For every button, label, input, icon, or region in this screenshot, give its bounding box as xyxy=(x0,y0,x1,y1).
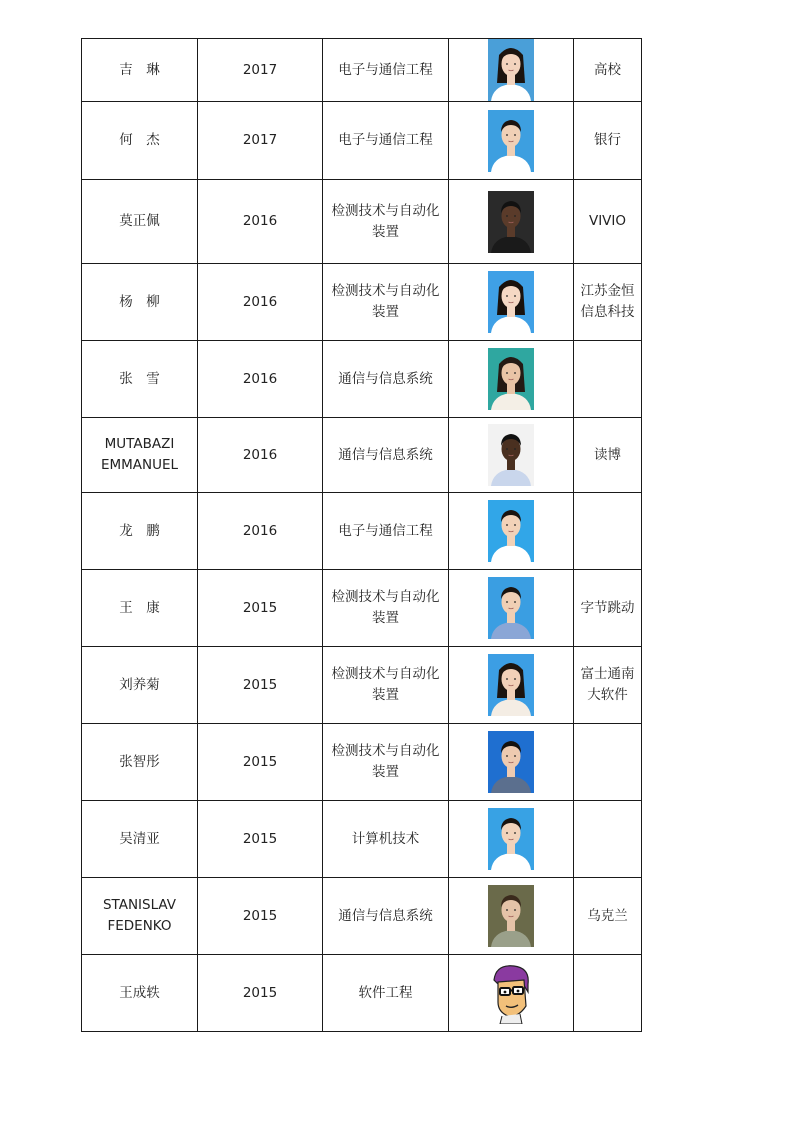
photo-cell xyxy=(449,570,574,647)
name-cell-text: STANISLAV FEDENKO xyxy=(102,897,177,934)
name-cell-text: 刘养菊 xyxy=(119,676,160,693)
year-cell-text: 2016 xyxy=(242,213,278,229)
destination-cell-text: 读博 xyxy=(594,446,621,463)
table-row xyxy=(82,647,642,724)
major-cell xyxy=(323,418,449,493)
year-cell xyxy=(198,647,323,724)
destination-cell-text: VIVIO xyxy=(588,213,627,229)
major-cell-text: 通信与信息系统 xyxy=(338,370,433,387)
major-cell xyxy=(323,39,449,102)
destination-cell xyxy=(574,39,642,102)
portrait-photo xyxy=(488,962,534,1024)
name-cell xyxy=(82,264,198,341)
name-cell-text: 何 杰 xyxy=(119,132,160,148)
major-cell-text: 电子与通信工程 xyxy=(338,522,433,539)
photo-cell xyxy=(449,418,574,493)
destination-cell-text: 高校 xyxy=(594,61,621,78)
year-cell-text: 2015 xyxy=(242,599,278,616)
major-cell xyxy=(323,878,449,955)
major-cell-text: 检测技术与自动化 装置 xyxy=(331,283,440,320)
major-cell-text: 检测技术与自动化 装置 xyxy=(331,589,440,626)
name-cell xyxy=(82,180,198,264)
year-cell xyxy=(198,341,323,418)
year-cell xyxy=(198,801,323,878)
destination-cell xyxy=(574,878,642,955)
major-cell xyxy=(323,570,449,647)
name-cell-text: 莫正佩 xyxy=(119,213,160,229)
year-cell-text: 2016 xyxy=(242,522,278,539)
destination-cell xyxy=(574,418,642,493)
year-cell-text: 2016 xyxy=(242,293,278,310)
major-cell-text: 计算机技术 xyxy=(351,830,420,847)
portrait-photo xyxy=(488,39,534,101)
major-cell xyxy=(323,341,449,418)
year-cell xyxy=(198,724,323,801)
photo-cell xyxy=(449,180,574,264)
name-cell xyxy=(82,418,198,493)
name-cell xyxy=(82,955,198,1032)
portrait-photo xyxy=(488,808,534,870)
major-cell xyxy=(323,955,449,1032)
photo-cell xyxy=(449,102,574,180)
portrait-photo xyxy=(488,577,534,639)
graduate-table xyxy=(81,38,642,1032)
photo-cell xyxy=(449,647,574,724)
destination-cell xyxy=(574,102,642,180)
name-cell-text: 杨 柳 xyxy=(119,293,160,310)
destination-cell-text: 银行 xyxy=(594,132,621,148)
table-row xyxy=(82,570,642,647)
name-cell xyxy=(82,647,198,724)
name-cell xyxy=(82,341,198,418)
destination-cell xyxy=(574,264,642,341)
major-cell xyxy=(323,801,449,878)
major-cell-text: 电子与通信工程 xyxy=(338,61,433,78)
destination-cell xyxy=(574,647,642,724)
portrait-photo xyxy=(488,271,534,333)
destination-cell-text: 富士通南 大软件 xyxy=(580,666,635,703)
table-row xyxy=(82,180,642,264)
portrait-photo xyxy=(488,731,534,793)
destination-cell xyxy=(574,570,642,647)
name-cell xyxy=(82,493,198,570)
major-cell-text: 检测技术与自动化 装置 xyxy=(331,743,440,780)
year-cell xyxy=(198,102,323,180)
name-cell xyxy=(82,878,198,955)
major-cell-text: 通信与信息系统 xyxy=(338,446,433,463)
destination-cell xyxy=(574,180,642,264)
name-cell xyxy=(82,102,198,180)
table-row xyxy=(82,955,642,1032)
major-cell-text: 电子与通信工程 xyxy=(338,132,433,148)
portrait-photo xyxy=(488,885,534,947)
year-cell xyxy=(198,570,323,647)
name-cell-text: 王 康 xyxy=(119,599,160,616)
year-cell-text: 2015 xyxy=(242,830,278,847)
destination-cell xyxy=(574,724,642,801)
table-row xyxy=(82,264,642,341)
table-row xyxy=(82,102,642,180)
destination-cell xyxy=(574,493,642,570)
destination-cell-text: 江苏金恒 信息科技 xyxy=(580,283,635,320)
photo-cell xyxy=(449,955,574,1032)
year-cell-text: 2016 xyxy=(242,446,278,463)
year-cell-text: 2016 xyxy=(242,370,278,387)
photo-cell xyxy=(449,39,574,102)
name-cell-text: 张 雪 xyxy=(119,370,160,387)
year-cell xyxy=(198,180,323,264)
major-cell-text: 检测技术与自动化 装置 xyxy=(331,202,440,240)
table-row xyxy=(82,801,642,878)
photo-cell xyxy=(449,493,574,570)
year-cell xyxy=(198,39,323,102)
name-cell-text: 张智彤 xyxy=(119,753,160,770)
major-cell xyxy=(323,724,449,801)
table-row xyxy=(82,878,642,955)
name-cell-text: MUTABAZI EMMANUEL xyxy=(100,436,179,473)
table-row xyxy=(82,341,642,418)
table-row xyxy=(82,493,642,570)
destination-cell xyxy=(574,341,642,418)
name-cell xyxy=(82,570,198,647)
name-cell xyxy=(82,724,198,801)
year-cell xyxy=(198,493,323,570)
year-cell-text: 2017 xyxy=(242,61,278,78)
table-row xyxy=(82,418,642,493)
photo-cell xyxy=(449,878,574,955)
photo-cell xyxy=(449,341,574,418)
year-cell xyxy=(198,878,323,955)
year-cell-text: 2015 xyxy=(242,753,278,770)
year-cell-text: 2015 xyxy=(242,984,278,1001)
portrait-photo xyxy=(488,191,534,253)
major-cell-text: 检测技术与自动化 装置 xyxy=(331,666,440,703)
destination-cell-text: 乌克兰 xyxy=(587,907,628,924)
name-cell-text: 吴清亚 xyxy=(119,830,160,847)
table-row xyxy=(82,724,642,801)
table-row xyxy=(82,39,642,102)
portrait-photo xyxy=(488,424,534,486)
major-cell xyxy=(323,180,449,264)
major-cell xyxy=(323,102,449,180)
photo-cell xyxy=(449,801,574,878)
destination-cell xyxy=(574,801,642,878)
photo-cell xyxy=(449,724,574,801)
portrait-photo xyxy=(488,110,534,172)
name-cell-text: 吉 琳 xyxy=(119,61,160,78)
year-cell-text: 2015 xyxy=(242,676,278,693)
name-cell xyxy=(82,801,198,878)
portrait-photo xyxy=(488,500,534,562)
portrait-photo xyxy=(488,654,534,716)
year-cell xyxy=(198,264,323,341)
major-cell-text: 软件工程 xyxy=(358,984,413,1001)
year-cell xyxy=(198,955,323,1032)
destination-cell-text: 字节跳动 xyxy=(580,599,635,616)
photo-cell xyxy=(449,264,574,341)
portrait-photo xyxy=(488,348,534,410)
name-cell-text: 龙 鹏 xyxy=(119,522,160,539)
name-cell xyxy=(82,39,198,102)
name-cell-text: 王成轶 xyxy=(119,984,160,1001)
year-cell-text: 2015 xyxy=(242,907,278,924)
year-cell-text: 2017 xyxy=(242,132,278,148)
major-cell-text: 通信与信息系统 xyxy=(338,907,433,924)
year-cell xyxy=(198,418,323,493)
major-cell xyxy=(323,264,449,341)
table-body xyxy=(82,39,642,1032)
destination-cell xyxy=(574,955,642,1032)
major-cell xyxy=(323,647,449,724)
major-cell xyxy=(323,493,449,570)
